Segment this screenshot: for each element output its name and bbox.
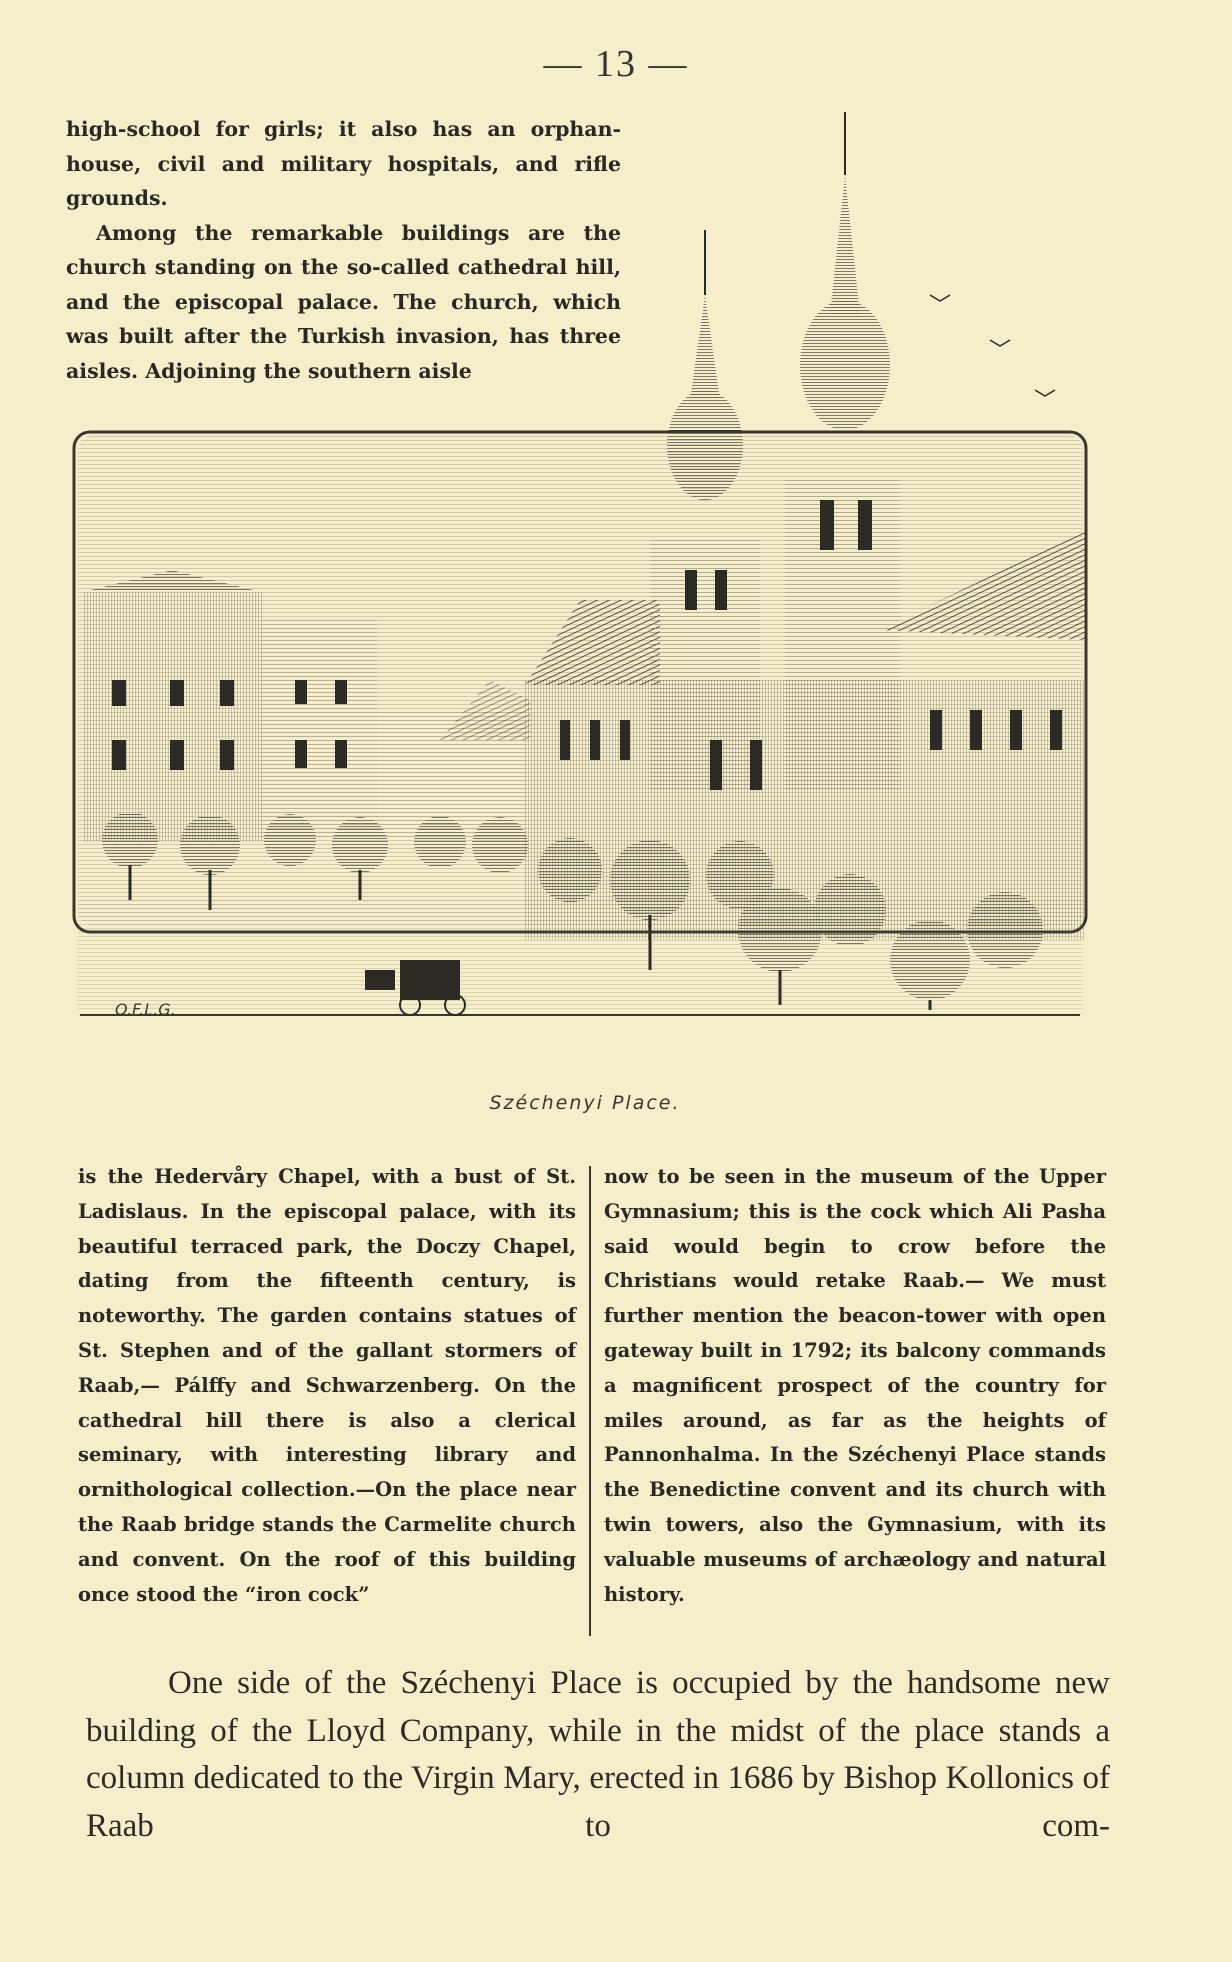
column-divider [589,1166,591,1636]
left-column [78,1160,576,1612]
page-number: — 13 — [543,43,689,85]
bottom-text-block [86,1660,1110,1850]
engraver-signature: O.F.L.G. [115,1000,176,1019]
left-column-text: is the Hedervåry Chapel, with a bust of St. Ladislaus. In the episcopal palace, with its beautiful terraced park, the Doczy Chapel, dating from the fifteenth century, is noteworthy. The garden contains statues of St. Stephen and of the gallant stormers of Raab,— Pálffy and Schwarzenberg. On the cathedral hill there is also a clerical seminary, with interesting library and ornithological collection.—On the place near the Raab bridge stands the Carmelite church and convent. On the roof of this building once stood the “iron cock” [78,1165,576,1606]
birds [930,295,1055,396]
top-paragraph-1: high-school for girls; it also has an orphan-house, civil and military hospitals, and rifle grounds. [66,117,621,210]
square-ground [78,900,1083,1010]
figure-caption: Széchenyi Place. [489,1092,681,1114]
top-text-block [66,112,621,388]
right-column [604,1160,1106,1612]
top-paragraph-2: Among the remarkable buildings are the church standing on the so-called cathedral hill, and the episcopal palace. The church, which was built after the Turkish invasion, has three aisles. Adjoining the southern aisle [66,220,621,383]
bottom-paragraph-1: One side of the Széchenyi Place is occupied by the handsome new building of the Lloyd Company, while in the midst of the place stands a column dedicated to the Virgin Mary, erected in 1686 by Bishop Kollonics of Raab to com- [86,1665,1110,1844]
right-column-text: now to be seen in the museum of the Upper Gymnasium; this is the cock which Ali Pasha said would begin to crow before the Christians would retake Raab.— We must further mention the beacon-tower with open gateway built in 1792; its balcony commands a magnificent prospect of the country for miles around, as far as the heights of Pannonhalma. In the Széchenyi Place stands the Benedictine convent and its church with twin towers, also the Gymnasium, with its valuable museums of archæology and natural history. [604,1165,1106,1606]
